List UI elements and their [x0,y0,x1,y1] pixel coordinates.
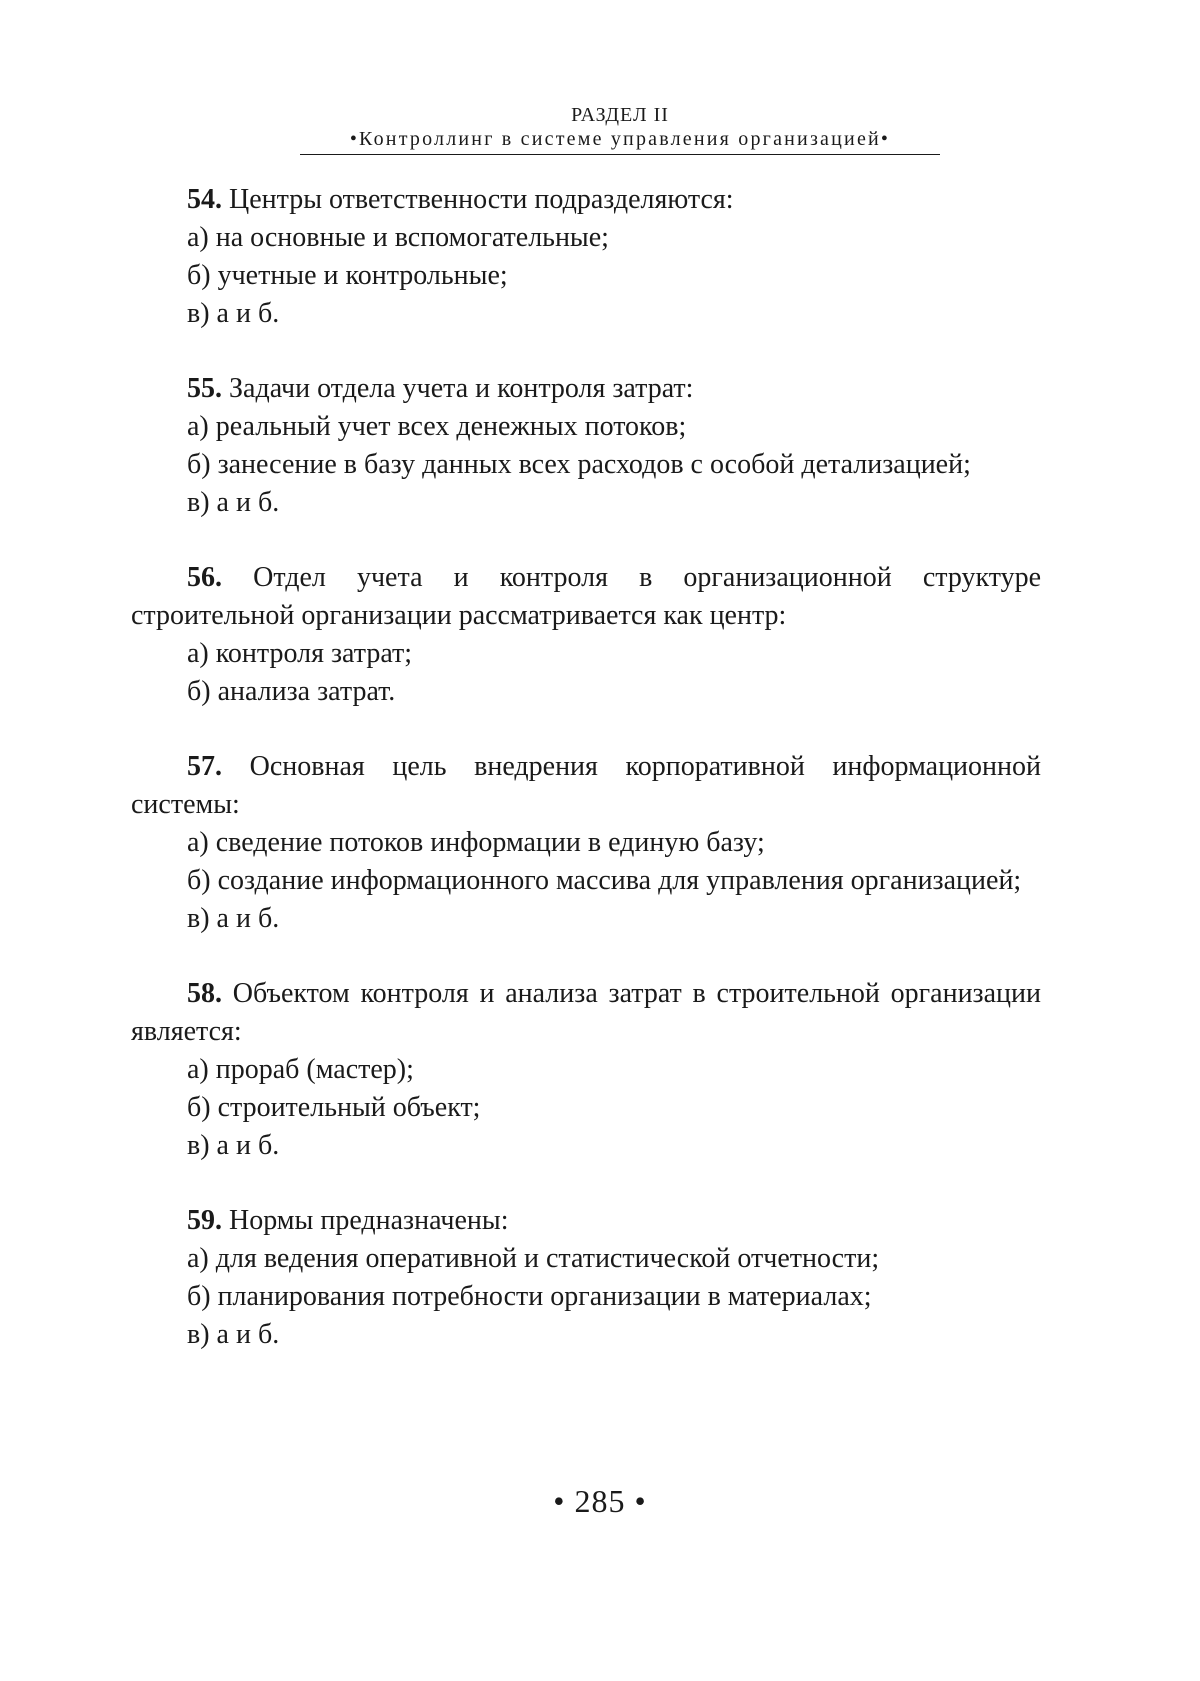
question-list [131,181,1041,1391]
page-number: • 285 • [553,1483,647,1519]
question-text [131,181,1041,219]
question-55 [131,370,1041,522]
answer-option: б) строительный объект; [187,1092,481,1123]
question-stem: Нормы предназначены: [222,1205,509,1236]
question-text [131,370,1041,408]
answer-option: в) а и б. [187,903,280,934]
question-56 [131,559,1041,711]
answer-option: в) а и б. [187,1319,280,1350]
answer-option: в) а и б. [187,298,280,329]
question-54 [131,181,1041,333]
answer-option: б) создание информационного массива для управления организацией; [187,865,1022,896]
answer-option: а) контроля затрат; [187,638,413,669]
question-number: 56. [187,562,222,593]
section-subtitle: •Контроллинг в системе управления организацией• [300,127,940,155]
question-number: 57. [187,751,222,782]
question-number: 59. [187,1205,222,1236]
question-59 [131,1202,1041,1354]
question-stem: Отдел учета и контроля в организационной структуре строительной организации рассматривается как центр: [131,562,1041,631]
answer-option: б) занесение в базу данных всех расходов с особой детализацией; [187,449,971,480]
answer-option: а) прораб (мастер); [187,1054,414,1085]
question-number: 58. [187,978,222,1009]
answer-option: а) сведение потоков информации в единую базу; [187,827,765,858]
answer-option: а) реальный учет всех денежных потоков; [187,411,687,442]
question-text [131,975,1041,1051]
question-58 [131,975,1041,1165]
answer-option: б) планирования потребности организации в материалах; [187,1281,872,1312]
question-stem: Задачи отдела учета и контроля затрат: [222,373,694,404]
answer-option: в) а и б. [187,1130,280,1161]
question-stem: Объектом контроля и анализа затрат в строительной организации является: [131,978,1041,1047]
answer-option: в) а и б. [187,487,280,518]
answer-option: а) для ведения оперативной и статистической отчетности; [187,1243,880,1274]
answer-option: б) анализа затрат. [187,676,396,707]
question-number: 55. [187,373,222,404]
question-text [131,748,1041,824]
question-number: 54. [187,184,222,215]
question-stem: Основная цель внедрения корпоративной информационной системы: [131,751,1041,820]
section-title: РАЗДЕЛ II [571,104,669,126]
question-text [131,1202,1041,1240]
running-header [300,103,940,155]
answer-option: б) учетные и контрольные; [187,260,508,291]
question-57 [131,748,1041,938]
answer-option: а) на основные и вспомогательные; [187,222,609,253]
question-stem: Центры ответственности подразделяются: [222,184,734,215]
question-text [131,559,1041,635]
